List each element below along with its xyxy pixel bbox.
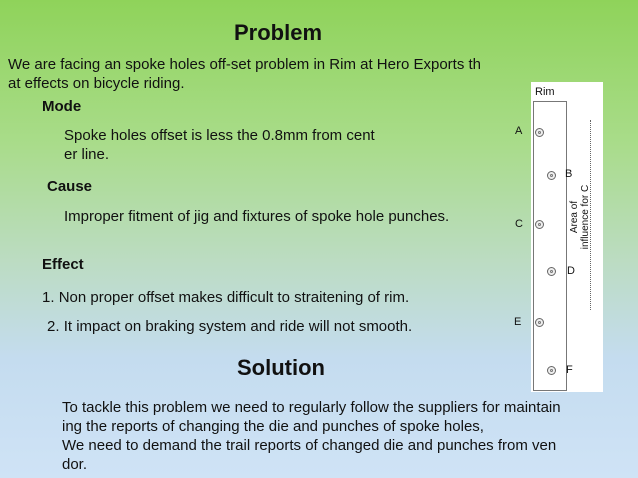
area-of-influence-label [569,172,593,262]
mode-text [64,126,375,164]
area-of-influence-line-2: influence for C [580,184,591,250]
spoke-hole-a [535,128,544,137]
spoke-hole-b [547,171,556,180]
mode-text-line-2: er line. [64,146,110,163]
point-label-c: C [515,218,523,230]
problem-intro-line-1: We are facing an spoke holes off-set problem in Rim at Hero Exports th [8,56,482,73]
point-label-e: E [514,316,522,328]
point-label-f: F [566,364,573,376]
effect-item-2-text: It impact on braking system and ride will not smooth. [63,318,413,335]
mode-label: Mode [42,98,82,115]
rim-strip [533,101,567,391]
spoke-hole-e [535,318,544,327]
effect-item-2-num: 2. [47,318,60,335]
cause-text: Improper fitment of jig and fixtures of spoke hole punches. [64,208,450,225]
solution-line-4: dor. [62,456,88,473]
effect-item-1-text: Non proper offset makes difficult to straitening of rim. [58,289,410,306]
point-label-b: B [565,168,573,180]
problem-intro-line-2: at effects on bicycle riding. [8,75,185,92]
solution-line-3: We need to demand the trail reports of changed die and punches from ven [62,437,557,454]
effect-item-1 [42,288,409,307]
effect-item-1-num: 1. [42,289,55,306]
problem-title: Problem [234,20,323,45]
spoke-hole-f [547,366,556,375]
solution-line-1: To tackle this problem we need to regularly follow the suppliers for maintain [62,399,561,416]
solution-line-2: ing the reports of changing the die and punches of spoke holes, [62,418,484,435]
mode-text-line-1: Spoke holes offset is less the 0.8mm from cent [64,127,375,144]
area-of-influence-line-1: Area of [569,200,580,234]
solution-title: Solution [237,355,325,380]
point-label-d: D [567,265,575,277]
problem-intro [8,55,568,93]
solution-text [62,398,632,474]
rim-label: Rim [535,86,555,98]
effect-item-2 [47,317,412,336]
cause-label: Cause [47,178,93,195]
effect-label: Effect [42,256,84,273]
point-label-a: A [515,125,523,137]
spoke-hole-c [535,220,544,229]
spoke-hole-d [547,267,556,276]
